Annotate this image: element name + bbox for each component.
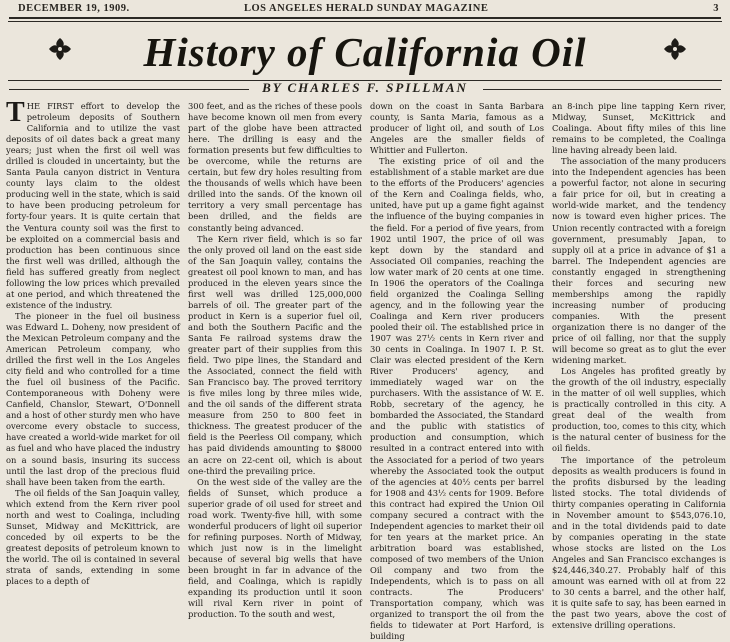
paragraph: The existing price of oil and the establishment of a stable market are due to the efforts of the Producers' agencies of the Kern and Coalinga fields, who, united, have put up a game fight against the influence of the buying companies in the field. For a period of five years, from 1902 until 1907, the price of oil was kept down by the standard and Associated Oil companies, reaching the low water mark of 20 cents at one time. In 1906 the operators of the Coalinga field organized the Coalinga Selling agency, and in the following year the Coalinga and Kern river producers pooled their oil. The established price in 1907 was 27½ cents in Kern river and 30 cents in Coalinga. In 1907 I. P. St. Clair was elected president of the Kern River Producers' agency, and immediately waged war on the purchasers. With the assistance of W. E. Robb, secretary of the agency, he bombarded the Associated, the Standard and the public with statistics of production and consumption, which resulted in a contract entered into with the Associated for a period of two years whereby the Associated took the output of the agencies at 40½ cents per barrel for 1908 and 43½ cents for 1909. Before this contract had expired the Union Oil company secured a contract with the Independent agencies to market their oil for ten years at the market price. An arbitration board was established, composed of two members of the Union Oil company and two from the Independents, which is to pass on all contracts. The Producers' Transportation company, which was organized to transport the oil from the fields to tidewater at Port Harford, is building — [370, 156, 544, 642]
paragraph: an 8-inch pipe line tapping Kern river, Midway, Sunset, McKittrick and Coalinga. About fifty miles of this line remains to be completed, the Coalinga line having already been laid. — [552, 101, 726, 156]
paragraph: The pioneer in the fuel oil business was Edward L. Doheny, now president of the Mexican Petroleum company and the American Petroleum company, who drilled the first well in the Los Angeles city field and who controlled for a time the fuel oil business of the Pacific. Contemporaneous with Doheny were Canfield, Chanslor, Stewart, O'Donnell and a host of other sturdy men who have overcome every obstacle to success, have created a world-wide market for oil as fuel and who have placed the industry on a sound basis, insuring its success until the last drop of the precious fluid shall have been taken from the earth. — [6, 310, 180, 487]
text-column-1 — [6, 97, 180, 587]
text-column-2 — [188, 101, 362, 620]
paragraph: The association of the many producers into the Independent agencies has been a powerful factor, not alone in securing a fair price for oil, but in creating a world-wide market, and the tendency now is toward even higher prices. The Union recently contracted with a foreign government, presumably Japan, to supply oil at a price in advance of $1 a barrel. The Independent agencies are constantly engaged in strengthening their forces and securing new memberships among the rapidly increasing number of producing companies. With the present organization there is no danger of the price of oil falling, nor that the supply will become so great as to glut the ever widening market. — [552, 156, 726, 366]
paragraph: The importance of the petroleum deposits as wealth producers is found in the profits disbursed by the leading listed stocks. The total dividends of thirty companies operating in California in November amount to $543,076.10, and in the total dividends paid to date by companies operating in the state whose stocks are listed on the Los Angeles and San Francisco exchanges is $24,446,340.27. Probably half of this amount was earned with oil at from 22 to 30 cents a barrel, and the other half, it is quite safe to say, has been earned in the past two years, above the cost of extensive drilling operations. — [552, 454, 726, 631]
paragraph: Los Angeles has profited greatly by the growth of the oil industry, especially in the matter of oil well supplies, which is practically controlled in this city. A great deal of the wealth from production, too, comes to this city, which is the natural center of business for the oil fields. — [552, 366, 726, 454]
byline-rule-right — [483, 89, 721, 90]
article-title: History of California Oil — [143, 29, 587, 75]
paragraph: On the west side of the valley are the fields of Sunset, which produce a superior grade of oil used for street and road work. Twenty-five hill, with some wonderful producers of light oil superior for refining purposes. North of Midway, which just now is in the limelight because of several big wells that have been brought in far in advance of the field, and Coalinga, which is rapidly expanding its production until it soon will rival Kern river in point of production. To the south and west, — [188, 476, 362, 620]
article-byline: BY CHARLES F. SPILLMAN — [262, 80, 468, 95]
paragraph: down on the coast in Santa Barbara county, is Santa Maria, famous as a producer of light oil, and south of Los Angeles are the smaller fields of Whittier and Fullerton. — [370, 101, 544, 156]
paragraph: 300 feet, and as the riches of these pools have become known oil men from every part of the globe have been attracted here. The drilling is easy and the formation presents but few difficulties to be overcome, while the returns are certain, but few dry holes resulting from the thousands of wells which have been drilled into the sands. Of the known oil territory a very small percentage has been drilled, and the fields are constantly being advanced. — [188, 101, 362, 233]
drop-cap: T — [6, 97, 25, 128]
header-date: DECEMBER 19, 1909. — [18, 3, 130, 14]
text-column-4 — [552, 101, 726, 631]
paragraph: THE FIRST effort to develop the petroleum deposits of Southern California and to utilize the vast deposits of oil dates back a great many years; just when the first oil well was drilled is clouded in uncertainty, but the Santa Paula canyon district in Ventura county lays claim to the oldest producing well in the state, which is said to have been producing petroleum for forty-four years. It is quite certain that the Ventura county soil was the first to be exploited on a commercial basis and production has been continuous since the first well was drilled, although the field has suffered greatly from neglect following the low prices which prevailed at one period, and which threatened the existence of the industry. — [6, 97, 180, 310]
page-header — [14, 3, 719, 17]
header-publication: LOS ANGELES HERALD SUNDAY MAGAZINE — [244, 3, 489, 14]
paragraph: The oil fields of the San Joaquin valley, which extend from the Kern river pool north and west to Coalinga, including Sunset, Midway and McKittrick, are conceded by oil experts to be the greatest deposits of petroleum known to the world. The oil is contained in several strata of sands, extending in some places to a depth of — [6, 487, 180, 587]
text-column-3 — [370, 101, 544, 642]
header-rule — [9, 17, 721, 19]
header-page-number: 3 — [713, 3, 719, 14]
article-body — [6, 97, 726, 642]
paragraph: The Kern river field, which is so far the only proved oil land on the east side of the San Joaquin valley, contains the greatest oil pool known to man, and has produced in the eleven years since the first well was drilled 125,000,000 barrels of oil. The greater part of the product in Kern is a superior fuel oil, and both the Southern Pacific and the Santa Fe railroad systems draw the greater part of their supplies from this field. Two pipe lines, the Standard and the Associated, connect the field with San Francisco bay. The proved territory is five miles long by three miles wide, and the oil sands of the different strata measure from 250 to 800 feet in thickness. The greatest producer of the field is the Peerless Oil company, which has paid dividends amounting to $8000 an acre on 22-cent oil, which is about one-third the prevailing price. — [188, 233, 362, 476]
